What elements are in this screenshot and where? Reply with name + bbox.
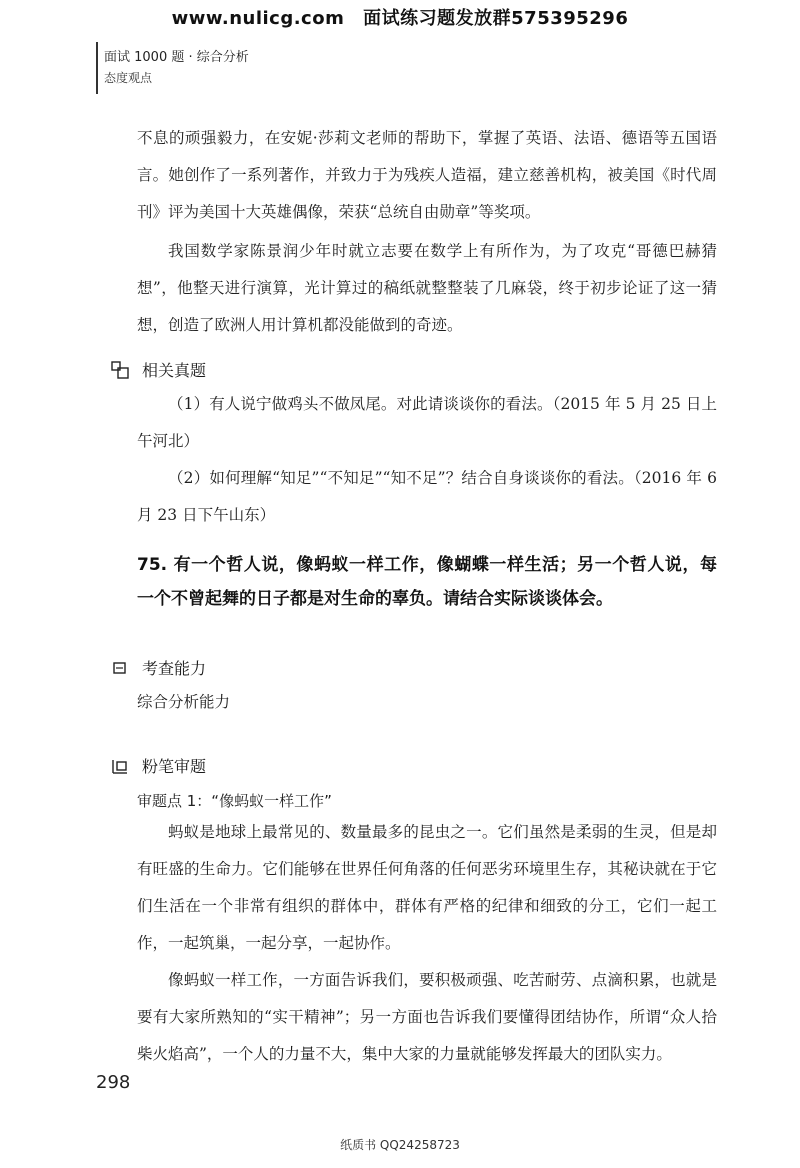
chapter-title: 态度观点 bbox=[104, 71, 153, 85]
analysis-section-icon bbox=[110, 756, 130, 776]
top-paragraphs bbox=[137, 120, 717, 344]
related-heading-text: 相关真题 bbox=[142, 361, 207, 380]
related-item-2: （2）如何理解“知足”“不知足”“知不足”？结合自身谈谈你的看法。（2016 年 6 月 23 日下午山东） bbox=[137, 469, 717, 524]
question-75: 75. 有一个哲人说，像蚂蚁一样工作，像蝴蝶一样生活；另一个哲人说，每一个不曾起舞的日子都是对生命的辜负。请结合实际谈谈体会。 bbox=[137, 555, 717, 609]
related-items bbox=[137, 386, 717, 534]
ability-value-wrap bbox=[137, 684, 717, 721]
related-section-icon bbox=[110, 360, 130, 380]
analysis-paragraphs bbox=[137, 814, 717, 1073]
header-rule bbox=[96, 42, 98, 94]
analysis-heading bbox=[110, 754, 206, 777]
watermark-group: 面试练习题发放群575395296 bbox=[363, 8, 629, 29]
footer-note: 纸质书 QQ24258723 bbox=[340, 1138, 460, 1152]
paragraph-chen: 我国数学家陈景润少年时就立志要在数学上有所作为，为了攻克“哥德巴赫猜想”，他整天进行演算，光计算过的稿纸就整整装了几麻袋，终于初步论证了这一猜想，创造了欧洲人用计算机都没能做到的奇迹。 bbox=[137, 242, 717, 334]
ability-value: 综合分析能力 bbox=[137, 693, 231, 711]
related-item-1: （1）有人说宁做鸡头不做凤尾。对此请谈谈你的看法。（2015 年 5 月 25 日上午河北） bbox=[137, 395, 717, 450]
point-label: 审题点 1：“像蚂蚁一样工作” bbox=[137, 792, 332, 810]
ability-heading bbox=[110, 656, 206, 679]
analysis-paragraph-1: 蚂蚁是地球上最常见的、数量最多的昆虫之一。它们虽然是柔弱的生灵，但是却有旺盛的生命力。它们能够在世界任何角落的任何恶劣环境里生存，其秘诀就在于它们生活在一个非常有组织的群体中，群体有严格的纪律和细致的分工，它们一起工作，一起筑巢，一起分享，一起协作。 bbox=[137, 823, 717, 952]
book-title: 面试 1000 题 · 综合分析 bbox=[104, 50, 249, 65]
page-number: 298 bbox=[96, 1072, 131, 1093]
watermark bbox=[0, 4, 800, 30]
watermark-site: www.nulicg.com bbox=[171, 8, 345, 29]
related-heading bbox=[110, 358, 206, 381]
ability-section-icon bbox=[110, 658, 130, 678]
paragraph-keller: 不息的顽强毅力，在安妮·莎莉文老师的帮助下，掌握了英语、法语、德语等五国语言。她创作了一系列著作，并致力于为残疾人造福，建立慈善机构，被美国《时代周刊》评为美国十大英雄偶像，荣获“总统自由勋章”等奖项。 bbox=[137, 129, 717, 221]
ability-heading-text: 考查能力 bbox=[142, 659, 207, 678]
analysis-heading-text: 粉笔审题 bbox=[142, 757, 207, 776]
analysis-paragraph-2: 像蚂蚁一样工作，一方面告诉我们，要积极顽强、吃苦耐劳、点滴积累，也就是要有大家所熟知的“实干精神”；另一方面也告诉我们要懂得团结协作，所谓“众人拾柴火焰高”，一个人的力量不大，集中大家的力量就能够发挥最大的团队实力。 bbox=[137, 971, 717, 1063]
